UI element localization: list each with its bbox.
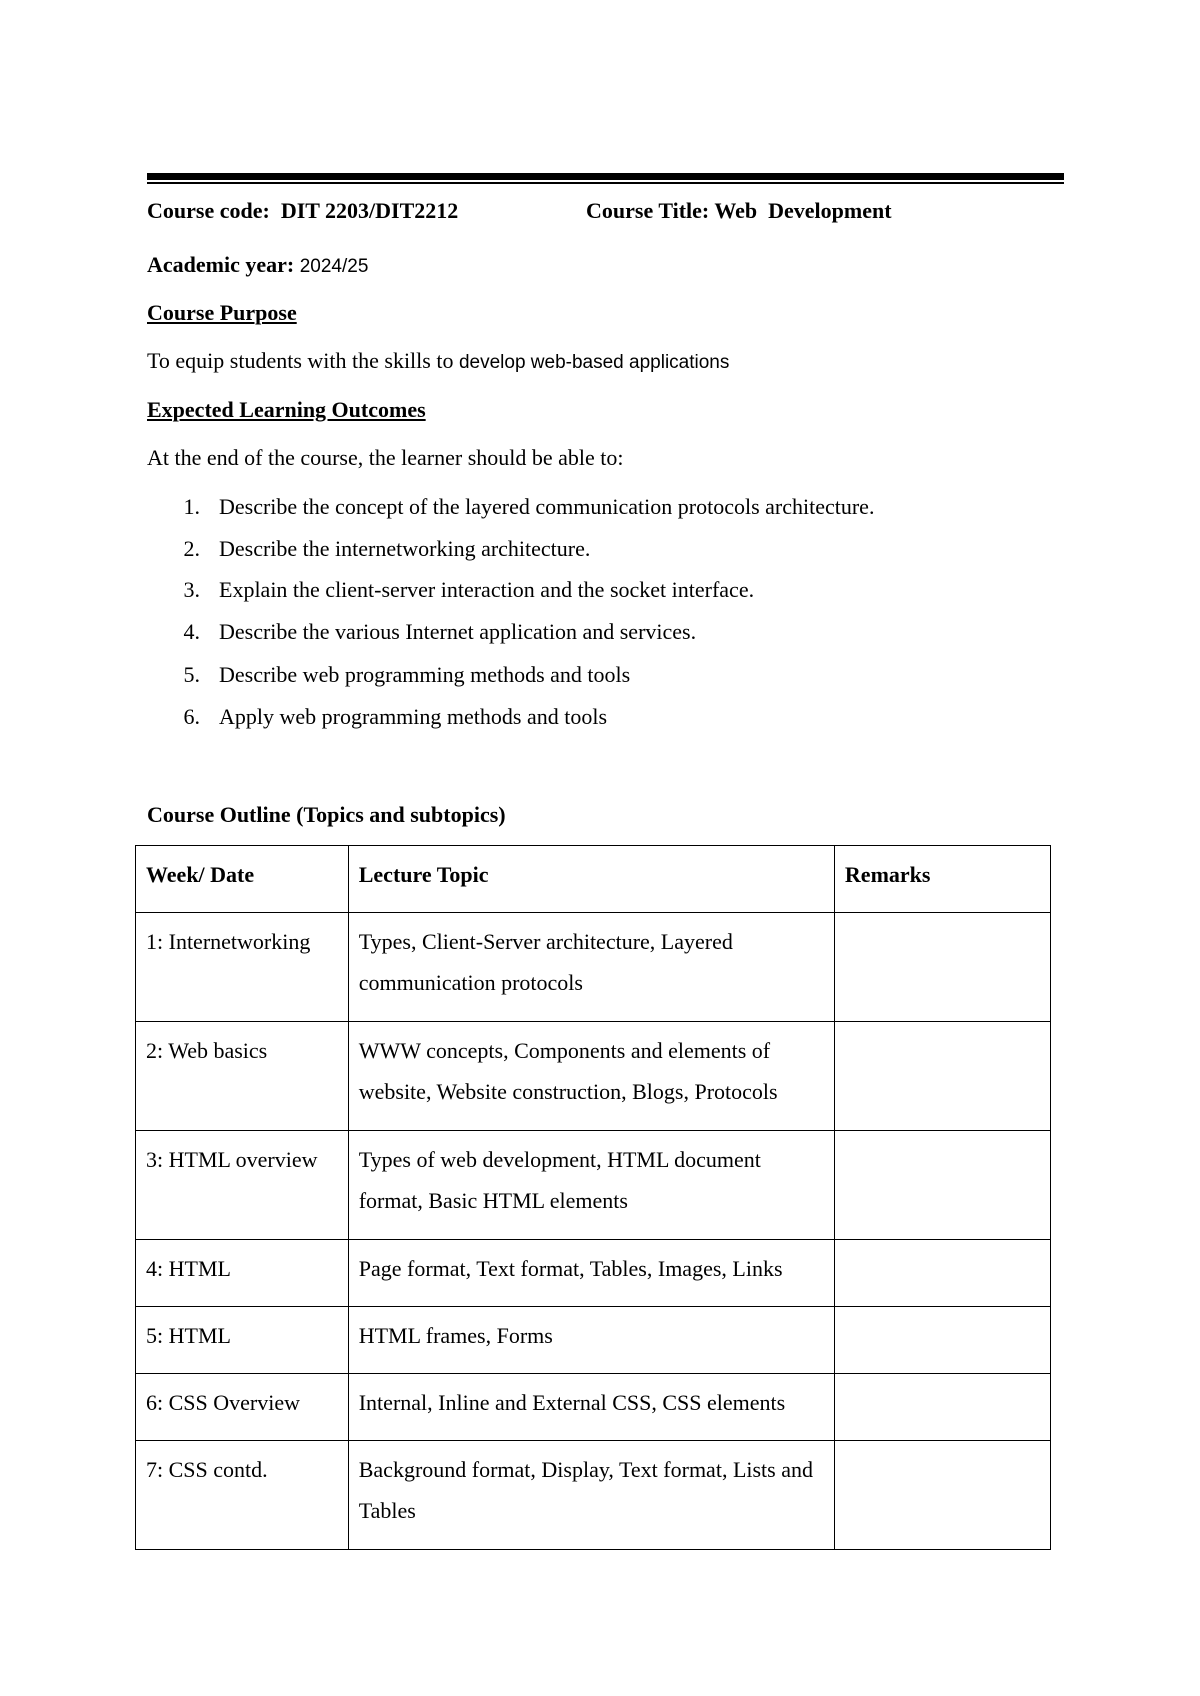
table-row: [136, 1022, 1051, 1131]
week-cell: 5: HTML: [136, 1307, 349, 1374]
table-row: [136, 1131, 1051, 1240]
course-title-label: Course Title:: [586, 198, 710, 223]
outcome-number: 1.: [183, 494, 200, 519]
academic-year-value: 2024/25: [299, 256, 369, 277]
remarks-cell: [834, 1307, 1050, 1374]
outcome-number: 3.: [183, 577, 200, 602]
course-purpose-heading: Course Purpose: [147, 300, 297, 325]
course-outline-table: [135, 845, 1051, 1550]
topic-cell: Background format, Display, Text format, Lists and Tables: [348, 1441, 834, 1550]
academic-year-label: Academic year:: [147, 252, 295, 277]
course-code-label: Course code:: [147, 198, 270, 223]
table-row: [136, 1441, 1051, 1550]
outcome-text: Describe the internetworking architecture.: [219, 536, 591, 561]
outcome-number: 4.: [183, 619, 200, 644]
week-cell: 6: CSS Overview: [136, 1374, 349, 1441]
remarks-cell: [834, 1240, 1050, 1307]
week-cell: 1: Internetworking: [136, 913, 349, 1022]
topic-cell: HTML frames, Forms: [348, 1307, 834, 1374]
outcome-text: Explain the client-server interaction and the socket interface.: [219, 577, 755, 602]
course-title-value: Web Development: [714, 198, 892, 223]
topic-cell: Internal, Inline and External CSS, CSS elements: [348, 1374, 834, 1441]
outline-heading: Course Outline (Topics and subtopics): [147, 802, 506, 827]
remarks-cell: [834, 1022, 1050, 1131]
course-title: [586, 197, 892, 225]
topic-cell: Types, Client-Server architecture, Layered communication protocols: [348, 913, 834, 1022]
course-purpose-text-part1: To equip students with the skills to: [147, 348, 459, 373]
table-header-row: [136, 846, 1051, 913]
week-cell: 4: HTML: [136, 1240, 349, 1307]
remarks-cell: [834, 1441, 1050, 1550]
course-purpose-text-part2: develop web-based applications: [458, 352, 730, 373]
course-code-value: DIT 2203/DIT2212: [280, 198, 459, 223]
outcome-number: 2.: [183, 536, 200, 561]
week-cell: 3: HTML overview: [136, 1131, 349, 1240]
outcome-text: Describe the various Internet application and services.: [219, 619, 697, 644]
column-header-topic: Lecture Topic: [348, 846, 834, 913]
outcome-text: Describe the concept of the layered communication protocols architecture.: [219, 494, 875, 519]
outcomes-heading: Expected Learning Outcomes: [147, 397, 426, 422]
header-rule-thin: [147, 182, 1064, 184]
remarks-cell: [834, 1131, 1050, 1240]
course-purpose-text: [147, 347, 729, 377]
outcome-number: 5.: [183, 662, 200, 687]
table-row: [136, 913, 1051, 1022]
remarks-cell: [834, 1374, 1050, 1441]
table-row: [136, 1307, 1051, 1374]
remarks-cell: [834, 913, 1050, 1022]
outcome-text: Apply web programming methods and tools: [219, 704, 608, 729]
column-header-remarks: Remarks: [834, 846, 1050, 913]
course-code: [147, 197, 458, 225]
topic-cell: Page format, Text format, Tables, Images, Links: [348, 1240, 834, 1307]
table-row: [136, 1240, 1051, 1307]
column-header-week: Week/ Date: [136, 846, 349, 913]
table-row: [136, 1374, 1051, 1441]
academic-year: [147, 251, 368, 281]
header-rule-thick: [147, 173, 1064, 180]
outcomes-intro: At the end of the course, the learner should be able to:: [147, 445, 624, 470]
topic-cell: WWW concepts, Components and elements of website, Website construction, Blogs, Protocols: [348, 1022, 834, 1131]
week-cell: 7: CSS contd.: [136, 1441, 349, 1550]
outcome-number: 6.: [183, 704, 200, 729]
topic-cell: Types of web development, HTML document format, Basic HTML elements: [348, 1131, 834, 1240]
outcome-text: Describe web programming methods and tools: [219, 662, 631, 687]
week-cell: 2: Web basics: [136, 1022, 349, 1131]
